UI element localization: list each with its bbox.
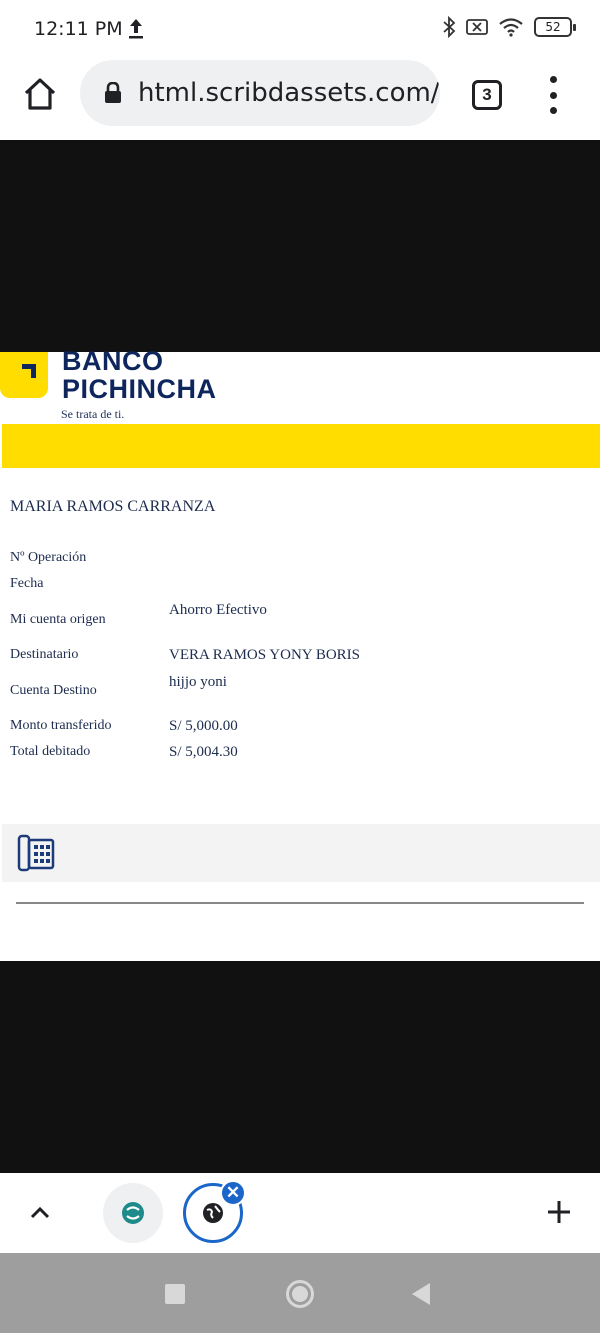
document-viewer-top-margin	[0, 140, 600, 352]
address-bar[interactable]	[80, 60, 440, 126]
document-viewer-bottom-margin	[0, 961, 600, 1173]
source-account-value: Ahorro Efectivo	[169, 602, 267, 618]
bank-name-line1: BANCO	[62, 346, 164, 376]
sim-off-icon	[466, 18, 488, 36]
close-tab-icon[interactable]: ✕	[220, 1180, 246, 1206]
status-icons	[442, 16, 572, 38]
status-bar	[0, 0, 600, 58]
receipt-document	[0, 346, 600, 961]
recents-button[interactable]	[165, 1284, 185, 1304]
lock-icon	[104, 82, 122, 104]
wifi-icon	[498, 17, 524, 37]
total-debited-value: S/ 5,004.30	[169, 744, 238, 760]
url-text: html.scribdassets.com/	[138, 78, 440, 108]
contact-band	[2, 824, 600, 882]
tab-thumbnail-1[interactable]	[103, 1183, 163, 1243]
home-icon[interactable]	[22, 76, 58, 112]
account-holder-name: MARIA RAMOS CARRANZA	[10, 498, 216, 515]
date-label: Fecha	[10, 576, 44, 591]
home-nav-button[interactable]	[286, 1280, 314, 1308]
total-debited-label: Total debitado	[10, 744, 91, 759]
back-button[interactable]	[412, 1283, 430, 1305]
header-yellow-band	[2, 424, 600, 468]
destination-account-value: hijjo yoni	[169, 674, 227, 690]
amount-transferred-value: S/ 5,000.00	[169, 718, 238, 734]
recipient-value: VERA RAMOS YONY BORIS	[169, 647, 361, 663]
bank-logo-icon	[0, 352, 48, 398]
bank-tagline: Se trata de ti.	[61, 407, 125, 421]
site-favicon-icon	[121, 1201, 145, 1225]
document-divider	[16, 902, 584, 904]
phone-icon	[17, 832, 55, 872]
globe-icon	[202, 1202, 224, 1224]
tab-switcher-button[interactable]: 3	[472, 80, 502, 110]
upload-icon	[127, 17, 145, 39]
system-navigation-bar	[0, 1253, 600, 1333]
browser-toolbar	[0, 58, 600, 140]
status-time: 12:11 PM	[34, 18, 123, 40]
bank-name-line2: PICHINCHA	[62, 374, 217, 404]
recipient-label: Destinatario	[10, 647, 79, 662]
more-menu-icon[interactable]	[543, 76, 563, 114]
chevron-up-icon[interactable]	[28, 1201, 52, 1225]
bottom-tab-bar	[0, 1173, 600, 1253]
new-tab-plus-icon[interactable]	[544, 1197, 574, 1227]
destination-account-label: Cuenta Destino	[10, 683, 97, 698]
bluetooth-icon	[442, 16, 456, 38]
operation-number-label: Nº Operación	[10, 550, 87, 565]
battery-indicator: 52	[534, 17, 572, 37]
amount-transferred-label: Monto transferido	[10, 718, 112, 733]
source-account-label: Mi cuenta origen	[10, 612, 106, 627]
